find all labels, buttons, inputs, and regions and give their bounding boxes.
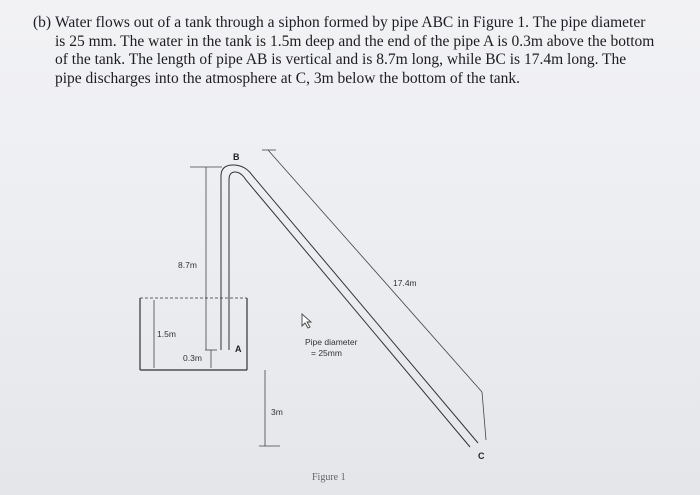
cursor-icon (302, 314, 311, 328)
bc-dimension (262, 150, 486, 440)
point-c-label: C (478, 451, 485, 461)
point-a-label: A (235, 344, 242, 354)
water-depth-label: 1.5m (157, 329, 176, 339)
bc-length-label: 17.4m (393, 278, 417, 288)
siphon-pipe (221, 165, 478, 447)
figure-caption: Figure 1 (312, 472, 346, 483)
question-label: (b) (33, 14, 52, 31)
pipe-end-height-label: 0.3m (183, 353, 202, 363)
question-text: Water flows out of a tank through a siphon formed by pipe ABC in Figure 1. The pipe diameter is 25 mm. The water in the tank is 1.5m deep and the end of the pipe A is 0.3m above the bottom of the tank. The length of pipe AB is vertical and is 8.7m long, while BC is 17.4m long. The pipe discharges into the atmosphere at C, 3m below the bottom of the tank. (55, 14, 655, 87)
ab-length-label: 8.7m (178, 260, 197, 270)
pipe-end-height-dimension (205, 350, 217, 368)
ab-dimension (190, 167, 222, 350)
outlet-drop-label: 3m (271, 407, 283, 417)
pipe-diameter-label: Pipe diameter (305, 337, 358, 347)
pipe-diameter-value: = 25mm (311, 348, 342, 358)
point-b-label: B (233, 152, 240, 162)
